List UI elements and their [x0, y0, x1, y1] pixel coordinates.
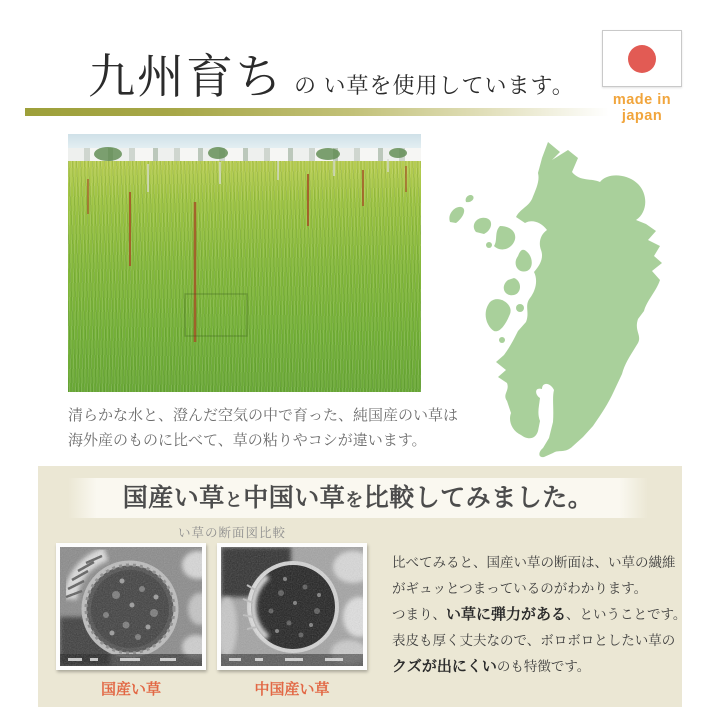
bold-elasticity-text: い草に弾力がある — [446, 606, 567, 623]
comparison-section — [38, 466, 687, 707]
field-photo-illustration — [68, 134, 421, 392]
bold-no-crumbs-text: クズが出にくい — [392, 658, 497, 675]
page-title-sub: の い草を使用しています。 — [294, 73, 575, 98]
cross-section-caption: い草の断面図比較 — [177, 526, 286, 540]
caption-line-1: 清らかな水と、澄んだ空気の中で育った、純国産のい草は — [68, 407, 459, 424]
sem-labels-row — [56, 678, 367, 699]
field-photo-caption — [68, 403, 458, 453]
kyushu-map — [442, 132, 700, 458]
sem-image-chinese — [217, 543, 367, 670]
heading-seg-1: 国産い草 — [122, 484, 225, 512]
igusa-field-photo — [68, 134, 421, 392]
comparison-heading — [68, 478, 648, 518]
flag-sun-circle — [628, 45, 656, 73]
domestic-igusa-label: 国産い草 — [100, 681, 161, 698]
page-title — [88, 40, 575, 107]
description-line-2: がギュッとつまっているのがわかります。 — [392, 581, 648, 596]
description-line-3: つまり、い草に弾力がある、ということです。 — [392, 606, 687, 623]
chinese-igusa-label: 中国産い草 — [254, 681, 330, 698]
heading-seg-5: 比較してみました。 — [363, 484, 594, 512]
sem-images-row — [56, 543, 367, 670]
heading-seg-2: と — [224, 490, 244, 510]
description-line-5: クズが出にくいのも特徴です。 — [392, 658, 591, 675]
heading-seg-4: を — [345, 490, 364, 510]
heading-seg-3: 中国い草 — [243, 484, 346, 512]
made-in-japan-label: made in japan — [612, 92, 672, 124]
comparison-description — [392, 550, 686, 680]
japan-flag-icon — [602, 30, 682, 87]
title-underline-bar — [25, 108, 621, 116]
page-title-main: 九州育ち — [88, 52, 284, 104]
sem-image-domestic — [56, 543, 206, 670]
description-line-1: 比べてみると、国産い草の断面は、い草の繊維 — [392, 555, 676, 570]
description-line-4: 表皮も厚く丈夫なので、ボロボロとしたい草の — [392, 633, 676, 648]
caption-line-2: 海外産のものに比べて、草の粘りやコシが違います。 — [68, 432, 427, 449]
